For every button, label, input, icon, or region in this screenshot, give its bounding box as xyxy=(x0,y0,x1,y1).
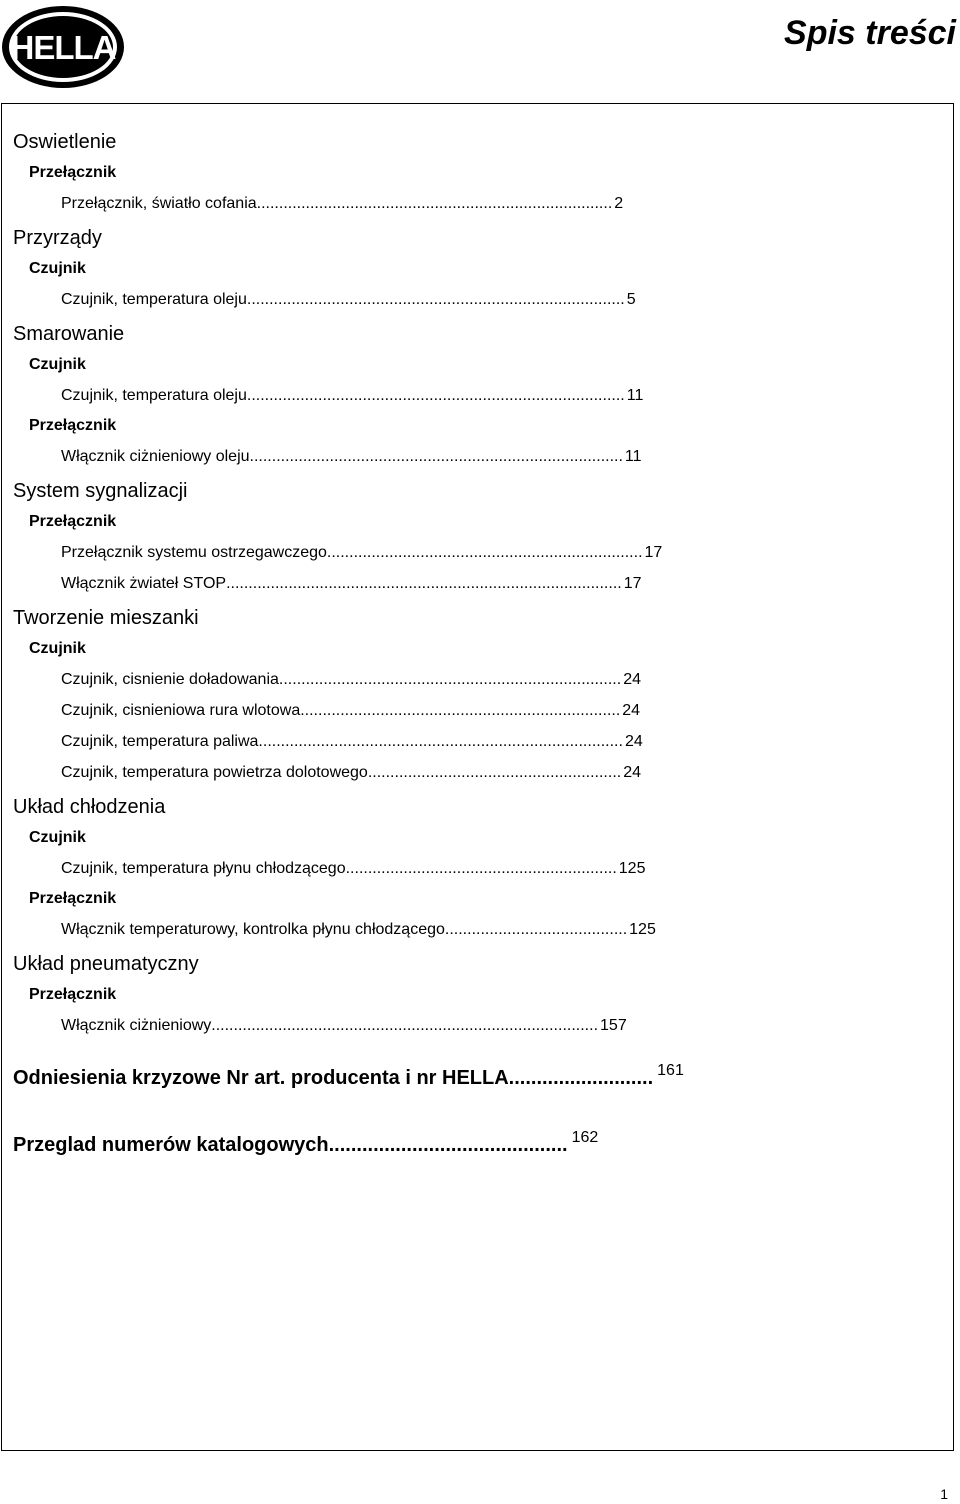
entry-label: Czujnik, cisnienie doładowania xyxy=(61,671,279,688)
entry-label: Czujnik, cisnieniowa rura wlotowa xyxy=(61,702,301,719)
dot-leader: ..................................................................................... xyxy=(246,291,625,308)
entry-label: Przełącznik systemu ostrzegawczego xyxy=(61,544,327,561)
entry-label: Przełącznik, światło cofania xyxy=(61,195,257,212)
dot-leader: ......................................................................................... xyxy=(226,575,622,592)
entry-label: Czujnik, temperatura płynu chłodzącego xyxy=(61,860,346,877)
section-title: Układ chłodzenia xyxy=(13,796,166,818)
entry-label: Czujnik, temperatura paliwa xyxy=(61,733,259,750)
dot-leader: ........................................... xyxy=(328,1134,568,1156)
toc-entry[interactable] xyxy=(61,448,642,466)
dot-leader: ......................................................... xyxy=(367,764,622,781)
entry-label: Czujnik, temperatura oleju xyxy=(61,291,247,308)
dot-leader: ....................................................................... xyxy=(326,544,643,561)
dot-leader: .................................................................................... xyxy=(249,448,623,465)
dot-leader: ....................................................................................... xyxy=(211,1017,599,1034)
group-title: Przełącznik xyxy=(29,417,117,434)
xref-page-number: 161 xyxy=(657,1062,684,1079)
xref-label: Przeglad numerów katalogowych xyxy=(13,1134,329,1156)
dot-leader: ..................................................................................... xyxy=(246,387,625,404)
toc-entry[interactable] xyxy=(61,860,645,878)
page-number: 1 xyxy=(940,1486,948,1502)
dot-leader: ........................................................................ xyxy=(300,702,621,719)
xref-label: Odniesienia krzyzowe Nr art. producenta i nr HELLA xyxy=(13,1067,509,1089)
entry-label: Czujnik, temperatura oleju xyxy=(61,387,247,404)
cross-reference-entry[interactable] xyxy=(13,1129,599,1157)
page-header xyxy=(0,0,960,100)
group-title: Przełącznik xyxy=(29,164,117,181)
entry-page-number: 17 xyxy=(623,575,642,592)
toc-entry[interactable] xyxy=(61,1017,627,1035)
entry-page-number: 24 xyxy=(622,702,641,719)
entry-page-number: 5 xyxy=(626,291,636,308)
toc-entry[interactable] xyxy=(61,764,641,782)
toc-entry[interactable] xyxy=(61,195,623,213)
toc-entry[interactable] xyxy=(61,733,643,751)
group-title: Czujnik xyxy=(29,260,86,277)
group-title: Czujnik xyxy=(29,640,86,657)
entry-page-number: 2 xyxy=(614,195,624,212)
entry-label: Włącznik żwiateł STOP xyxy=(61,575,227,592)
section-title: Tworzenie mieszanki xyxy=(13,607,199,629)
toc-entry[interactable] xyxy=(61,702,640,720)
cross-reference-entry[interactable] xyxy=(13,1062,684,1090)
entry-page-number: 24 xyxy=(623,671,641,688)
entry-page-number: 24 xyxy=(624,733,643,750)
section-title: Przyrządy xyxy=(13,227,102,249)
logo-text: HELLA xyxy=(10,29,116,66)
entry-label: Włącznik temperaturowy, kontrolka płynu chłodzącego xyxy=(61,921,445,938)
section-title: Smarowanie xyxy=(13,323,125,345)
toc-entry[interactable] xyxy=(61,575,642,593)
hella-logo-icon xyxy=(0,2,128,90)
dot-leader: ................................................................................ xyxy=(256,195,613,212)
dot-leader: ............................................................. xyxy=(345,860,617,877)
dot-leader: .................................................................................. xyxy=(258,733,623,750)
group-title: Przełącznik xyxy=(29,986,117,1003)
dot-leader: ......................................... xyxy=(444,921,628,938)
toc-entry[interactable] xyxy=(61,291,636,309)
toc-entry[interactable] xyxy=(61,544,662,562)
toc-frame xyxy=(1,103,954,1451)
entry-page-number: 24 xyxy=(623,764,642,781)
entry-label: Włącznik ciżnieniowy xyxy=(61,1017,212,1034)
dot-leader: ............................................................................. xyxy=(278,671,622,688)
section-title: Układ pneumatyczny xyxy=(13,953,199,975)
toc-entry[interactable] xyxy=(61,921,656,939)
entry-page-number: 125 xyxy=(629,921,656,938)
entry-page-number: 17 xyxy=(644,544,663,561)
page-title: Spis treści xyxy=(784,14,956,52)
group-title: Czujnik xyxy=(29,829,86,846)
xref-page-number: 162 xyxy=(571,1129,599,1146)
group-title: Przełącznik xyxy=(29,890,117,907)
toc-entry[interactable] xyxy=(61,387,643,405)
entry-page-number: 11 xyxy=(624,448,642,465)
group-title: Czujnik xyxy=(29,356,86,373)
entry-page-number: 157 xyxy=(600,1017,627,1034)
entry-label: Czujnik, temperatura powietrza dolotowego xyxy=(61,764,368,781)
section-title: System sygnalizacji xyxy=(13,480,188,502)
entry-label: Włącznik ciżnieniowy oleju xyxy=(61,448,250,465)
entry-page-number: 125 xyxy=(618,860,646,877)
entry-page-number: 11 xyxy=(626,387,644,404)
toc-entry[interactable] xyxy=(61,671,641,689)
section-title: Oswietlenie xyxy=(13,131,117,153)
dot-leader: .......................... xyxy=(508,1067,654,1089)
group-title: Przełącznik xyxy=(29,513,117,530)
